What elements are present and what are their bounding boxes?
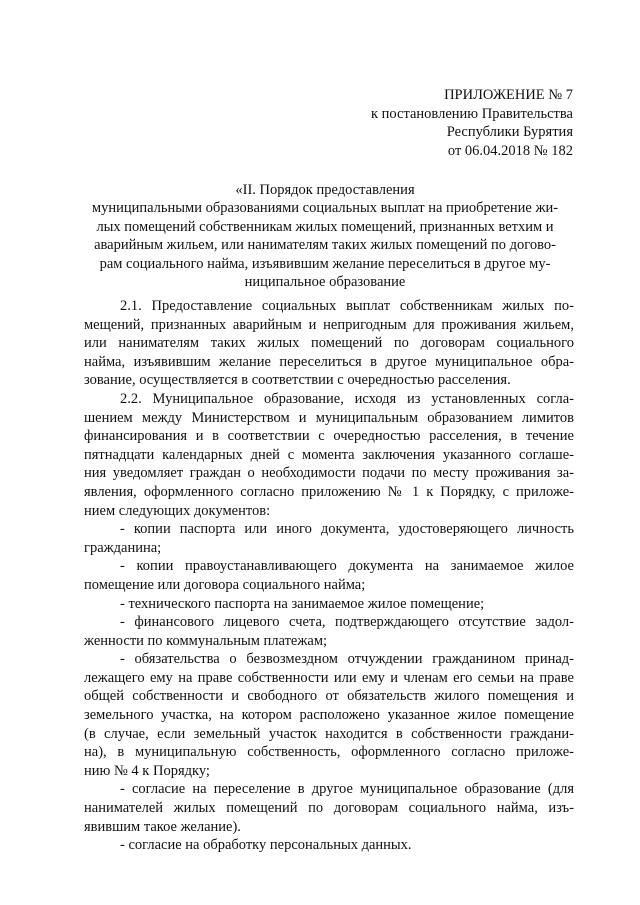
paragraph-2-1 [84, 297, 574, 390]
text-line: найма, изъявившим желание переселиться в другое муниципальное обра- [84, 353, 574, 370]
heading-line: аварийным жильем, или нанимателям таких жилых помещений по догово- [94, 237, 556, 254]
heading-line: ниципальное образование [244, 274, 406, 291]
list-item-technical-passport [84, 595, 574, 614]
text-line: зование, осуществляется в соответствии с очередностью расселения. [84, 372, 511, 389]
appendix-title: ПРИЛОЖЕНИЕ № 7 [444, 87, 573, 103]
text-line: явления, оформленного согласно приложению № 1 к Порядку, с приложе- [84, 483, 574, 500]
text-line: - согласие на переселение в другое муниципальное образование (для [120, 781, 574, 798]
heading-line: рам социального найма, изъявившим желание переселиться в другое му- [99, 255, 551, 272]
text-line: нием следующих документов: [84, 502, 271, 519]
appendix-header [371, 86, 573, 160]
text-line: - финансового лицевого счета, подтверждающего отсутствие задол- [120, 614, 574, 631]
text-line: на), в муниципальную собственность, оформленного согласно приложе- [84, 744, 574, 761]
text-line: - обязательства о безвозмездном отчуждении гражданином принад- [120, 651, 574, 668]
section-heading [80, 181, 570, 291]
list-item-obligation [84, 650, 574, 780]
text-line: 2.2. Муниципальное образование, исходя из установленных согла- [120, 390, 574, 407]
paragraph-2-2 [84, 390, 574, 520]
heading-line: лых помещений собственникам жилых помещений, признанных ветхим и [96, 218, 554, 235]
text-line: явившим такое желание). [84, 818, 241, 835]
list-item-passport [84, 520, 574, 557]
text-line: финансирования и в соответствии с очередностью расселения, в течение [84, 428, 574, 445]
text-line: нию № 4 к Порядку; [84, 762, 210, 779]
list-item-consent-move [84, 780, 574, 836]
text-line: общей собственности и свободного от обязательств жилого помещения и [84, 688, 574, 705]
text-line: ния уведомляет граждан о необходимости подачи по месту проживания за- [84, 465, 574, 482]
document-body [84, 297, 574, 855]
text-line: шением между Министерством и муниципальным образованием лимитов [84, 409, 574, 426]
text-line: - технического паспорта на занимаемое жилое помещение; [120, 595, 485, 612]
text-line: гражданина; [84, 539, 162, 556]
text-line: пятнадцати календарных дней с момента заключения указанного соглаше- [84, 446, 574, 463]
text-line: - согласие на обработку персональных данных. [120, 837, 412, 854]
text-line: женности по коммунальным платежам; [84, 632, 328, 649]
list-item-account [84, 613, 574, 650]
appendix-date-number: от 06.04.2018 № 182 [447, 142, 573, 159]
text-line: лежащего ему на праве собственности или ему и членам его семьи на праве [84, 669, 574, 686]
text-line: - копии паспорта или иного документа, удостоверяющего личность [120, 521, 574, 538]
heading-line: «II. Порядок предоставления [235, 182, 415, 198]
text-line: или нанимателям таких жилых помещений по договорам социального [84, 335, 574, 352]
text-line: мещений, признанных аварийным и непригодным для проживания жильем, [84, 316, 574, 333]
text-line: 2.1. Предоставление социальных выплат собственникам жилых по- [120, 298, 574, 314]
text-line: земельного участка, на котором расположено указанное жилое помещение [84, 707, 574, 724]
list-item-consent-data [84, 836, 574, 855]
text-line: (в случае, если земельный участок находится в собственности граждани- [84, 725, 574, 742]
text-line: - копии правоустанавливающего документа на занимаемое жилое [120, 558, 574, 575]
appendix-resolution: к постановлению Правительства [371, 105, 573, 122]
heading-line: муниципальными образованиями социальных выплат на приобретение жи- [91, 200, 559, 217]
text-line: помещение или договора социального найма; [84, 576, 366, 593]
text-line: нанимателей жилых помещений по договорам социального найма, изъ- [84, 800, 574, 817]
appendix-republic: Республики Бурятия [446, 124, 573, 140]
list-item-title-document [84, 557, 574, 594]
